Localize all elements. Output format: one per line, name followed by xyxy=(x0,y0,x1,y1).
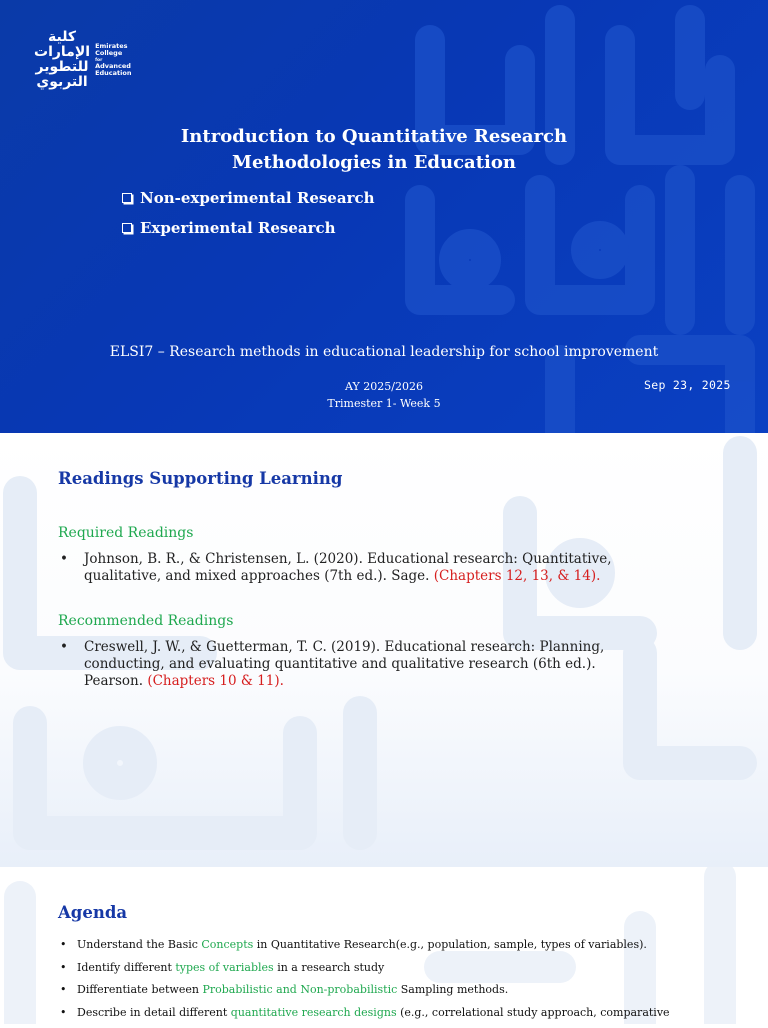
topic-item: Non-experimental Research xyxy=(122,183,375,213)
list-item: • Creswell, J. W., & Guetterman, T. C. (2019). Educational research: Planning, conducting, and evaluating quantitative and qualitative research (6th ed.). Pearson. (Chapters 10 & 11). xyxy=(60,639,620,690)
recommended-readings-label: Recommended Readings xyxy=(58,613,233,629)
list-item: • Identify different types of variables in a research study xyxy=(60,961,700,984)
required-readings-label: Required Readings xyxy=(58,525,193,541)
checkbox-square-icon xyxy=(122,223,132,233)
presentation-title: Introduction to Quantitative Research Methodologies in Education xyxy=(0,124,748,176)
list-item: • Johnson, B. R., & Christensen, L. (2020). Educational research: Quantitative, qualitative, and mixed approaches (7th ed.). Sage. (Chapters 12, 13, & 14). xyxy=(60,551,620,585)
readings-slide xyxy=(0,433,768,867)
academic-info: AY 2025/2026 Trimester 1- Week 5 xyxy=(320,378,448,412)
college-logo xyxy=(34,30,131,90)
checkbox-square-icon xyxy=(122,193,132,203)
course-name: ELSI7 – Research methods in educational leadership for school improvement xyxy=(0,344,768,360)
list-item: • Describe in detail different quantitative research designs (e.g., correlational study approach, comparative xyxy=(60,1006,700,1028)
section-heading: Agenda xyxy=(58,903,127,922)
logo-arabic-text: كلية الإمارات للتطوير التربوي xyxy=(34,30,90,90)
section-heading: Readings Supporting Learning xyxy=(58,469,342,488)
presentation-date: Sep 23, 2025 xyxy=(644,378,731,392)
logo-english-text: Emirates College for Advanced Education xyxy=(95,43,131,78)
list-item: • Understand the Basic Concepts in Quantitative Research(e.g., population, sample, types of variables). xyxy=(60,938,700,961)
agenda-list xyxy=(60,938,700,1028)
list-item: • Differentiate between Probabilistic and Non-probabilistic Sampling methods. xyxy=(60,983,700,1006)
topic-list xyxy=(122,183,375,243)
topic-item: Experimental Research xyxy=(122,213,375,243)
title-slide xyxy=(0,0,768,433)
